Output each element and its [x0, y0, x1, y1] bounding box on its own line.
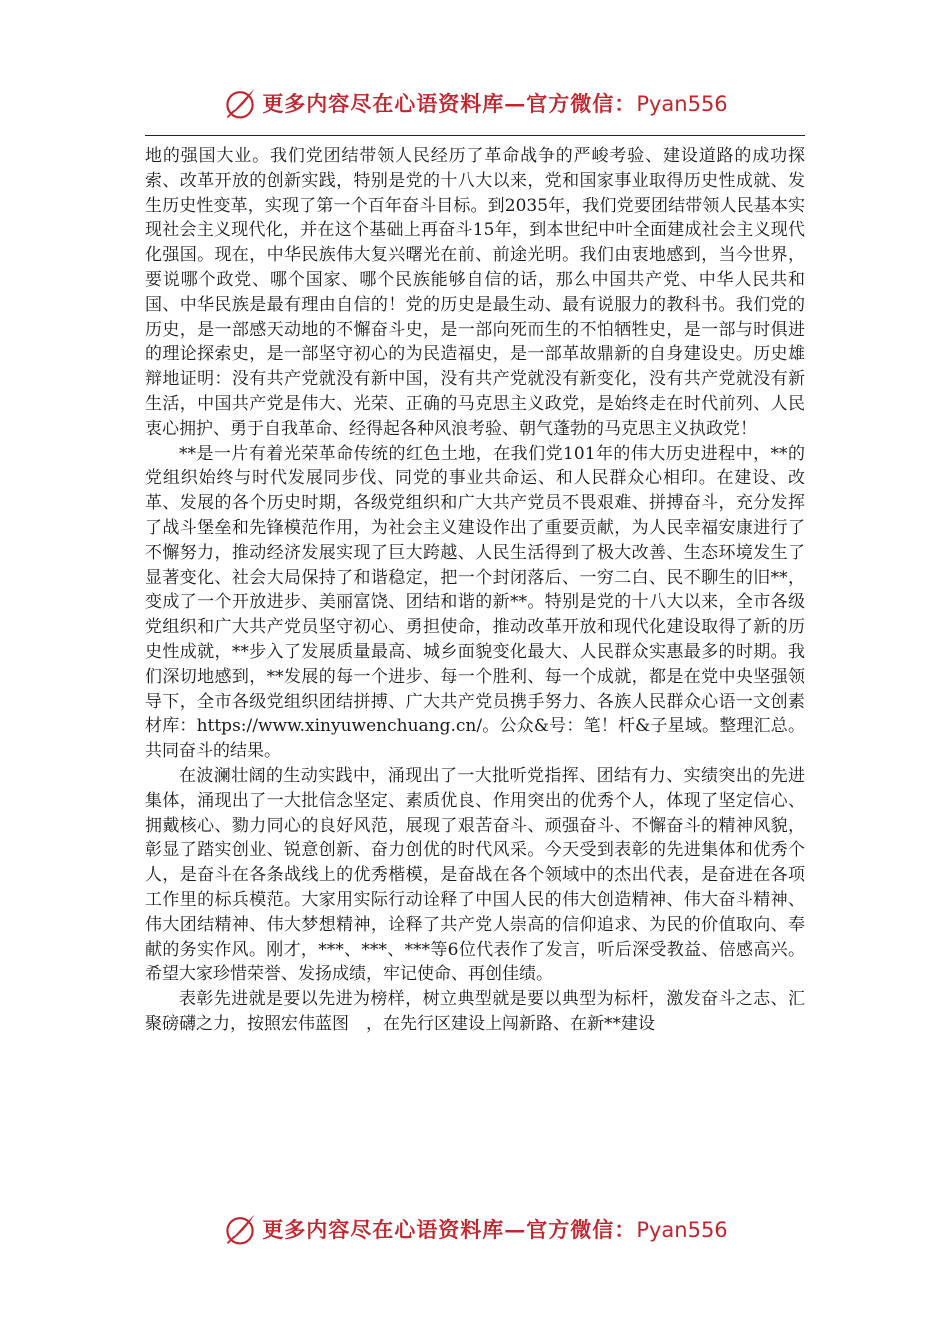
quill-logo-icon [222, 1211, 258, 1247]
document-body [145, 144, 805, 1037]
quill-logo-icon [222, 85, 258, 121]
footer-banner-main: 更多内容尽在心语资料库—官方微信： [262, 1217, 637, 1242]
footer-wechat-id: Pyan556 [636, 1218, 728, 1242]
header-banner [0, 80, 950, 126]
footer-banner-text [262, 1214, 727, 1244]
header-banner-main: 更多内容尽在心语资料库—官方微信： [262, 91, 637, 116]
header-banner-text [262, 88, 727, 118]
header-wechat-id: Pyan556 [636, 92, 728, 116]
paragraph-3: 在波澜壮阔的生动实践中，涌现出了一大批听党指挥、团结有力、实绩突出的先进集体，涌现出了一大批信念坚定、素质优良、作用突出的优秀个人，体现了坚定信心、拥戴核心、勠力同心的良好风范，展现了艰苦奋斗、顽强奋斗、不懈奋斗的精神风貌，彰显了踏实创业、锐意创新、奋力创优的时代风采。今天受到表彰的先进集体和优秀个人，是奋斗在各条战线上的优秀楷模，是奋战在各个领域中的杰出代表，是奋进在各项工作里的标兵模范。大家用实际行动诠释了中国人民的伟大创造精神、伟大奋斗精神、伟大团结精神、伟大梦想精神，诠释了共产党人崇高的信仰追求、为民的价值取向、奉献的务实作风。刚才，***、***、***等6位代表作了发言，听后深受教益、倍感高兴。希望大家珍惜荣誉、发扬成绩，牢记使命、再创佳绩。 [145, 765, 805, 985]
paragraph-2: **是一片有着光荣革命传统的红色土地，在我们党101年的伟大历史进程中，**的党组织始终与时代发展同步伐、同党的事业共命运、和人民群众心相印。在建设、改革、发展的各个历史时期，各级党组织和广大共产党员不畏艰难、拼搏奋斗，充分发挥了战斗堡垒和先锋模范作用，为社会主义建设作出了重要贡献，为人民幸福安康进行了不懈努力，推动经济发展实现了巨大跨越、人民生活得到了极大改善、生态环境发生了显著变化、社会大局保持了和谐稳定，把一个封闭落后、一穷二白、民不聊生的旧**，变成了一个开放进步、美丽富饶、团结和谐的新**。特别是党的十八大以来，全市各级党组织和广大共产党员坚守初心、勇担使命，推动改革开放和现代化建设取得了新的历史性成就，**步入了发展质量最高、城乡面貌变化最大、人民群众实惠最多的时期。我们深切地感到，**发展的每一个进步、每一个胜利、每一个成就，都是在党中央坚强领导下，全市各级党组织团结拼搏、广大共产党员携手努力、各族人民群众心语一文创素材库：https://www.xinyuwenchuang.cn/。公众&号：笔！杆&子星域。整理汇总。共同奋斗的结果。 [145, 443, 805, 762]
paragraph-4: 表彰先进就是要以先进为榜样，树立典型就是要以典型为标杆，激发奋斗之志、汇聚磅礴之力，按照宏伟蓝图 ，在先行区建设上闯新路、在新**建设 [145, 989, 805, 1034]
header-divider [145, 135, 805, 136]
paragraph-1: 地的强国大业。我们党团结带领人民经历了革命战争的严峻考验、建设道路的成功探索、改革开放的创新实践，特别是党的十八大以来，党和国家事业取得历史性成就、发生历史性变革，实现了第一个百年奋斗目标。到2035年，我们党要团结带领人民基本实现社会主义现代化，并在这个基础上再奋斗15年，到本世纪中叶全面建成社会主义现代化强国。现在，中华民族伟大复兴曙光在前、前途光明。我们由衷地感到，当今世界，要说哪个政党、哪个国家、哪个民族能够自信的话，那么中国共产党、中华人民共和国、中华民族是最有理由自信的！党的历史是最生动、最有说服力的教科书。我们党的历史，是一部感天动地的不懈奋斗史，是一部向死而生的不怕牺牲史，是一部与时俱进的理论探索史，是一部坚守初心的为民造福史，是一部革故鼎新的自身建设史。历史雄辩地证明：没有共产党就没有新中国，没有共产党就没有新变化，没有共产党就没有新生活，中国共产党是伟大、光荣、正确的马克思主义政党，是始终走在时代前列、人民衷心拥护、勇于自我革命、经得起各种风浪考验、朝气蓬勃的马克思主义执政党！ [145, 146, 805, 439]
footer-banner [0, 1206, 950, 1252]
